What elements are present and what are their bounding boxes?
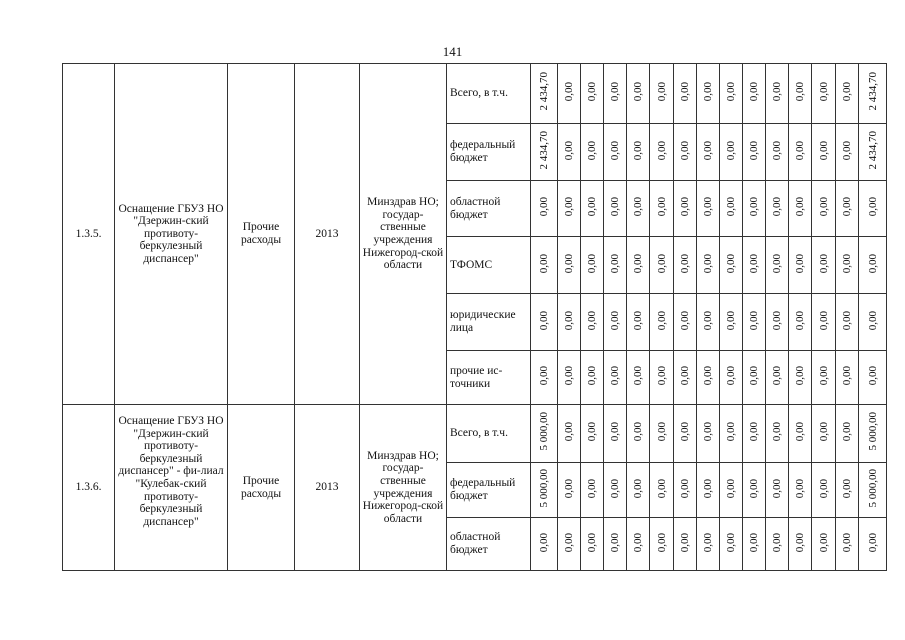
amount-value: 0,00 xyxy=(563,478,575,498)
amount-value: 0,00 xyxy=(794,478,806,498)
amount-cell xyxy=(859,518,887,571)
amount-value: 0,00 xyxy=(841,478,853,498)
amount-value: 0,00 xyxy=(586,478,598,498)
amount-cell xyxy=(531,518,558,571)
expense-category: Прочие расходы xyxy=(228,405,295,571)
amount-value: 0,00 xyxy=(679,478,691,498)
amount-cell xyxy=(697,64,720,124)
amount-cell xyxy=(720,463,743,518)
amount-cell xyxy=(604,405,627,463)
amount-value: 0,00 xyxy=(702,253,714,273)
row-number: 1.3.5. xyxy=(63,64,115,405)
amount-value: 0,00 xyxy=(586,366,598,386)
funding-source: ТФОМС xyxy=(447,237,531,294)
funding-source: Всего, в т.ч. xyxy=(447,64,531,124)
measure-name: Оснащение ГБУЗ НО "Дзержин-ский противоту-беркулезный диспансер" - фи-лиал "Кулебак-ский противоту-беркулезный диспансер" xyxy=(115,405,228,571)
executor: Минздрав НО; государ-ственные учреждения Нижегород-ской области xyxy=(360,405,447,571)
amount-cell xyxy=(812,237,836,294)
amount-cell xyxy=(604,237,627,294)
amount-cell xyxy=(674,294,697,351)
amount-cell xyxy=(558,405,581,463)
amount-cell xyxy=(650,64,674,124)
amount-value: 0,00 xyxy=(725,532,737,552)
amount-cell xyxy=(836,518,859,571)
amount-value: 0,00 xyxy=(725,422,737,442)
amount-cell xyxy=(627,518,650,571)
amount-value: 0,00 xyxy=(794,140,806,160)
amount-value: 0,00 xyxy=(632,253,644,273)
amount-cell xyxy=(531,294,558,351)
amount-cell xyxy=(558,518,581,571)
amount-cell xyxy=(531,463,558,518)
amount-cell xyxy=(604,351,627,405)
funding-source: прочие ис-точники xyxy=(447,351,531,405)
amount-value: 0,00 xyxy=(655,478,668,498)
amount-value: 0,00 xyxy=(725,366,737,386)
amount-value: 0,00 xyxy=(866,253,879,273)
amount-value: 0,00 xyxy=(748,366,760,386)
amount-value: 0,00 xyxy=(679,532,691,552)
amount-cell xyxy=(604,294,627,351)
amount-value: 0,00 xyxy=(841,422,853,442)
amount-cell xyxy=(581,124,604,181)
table-body xyxy=(63,64,887,571)
amount-cell xyxy=(531,351,558,405)
amount-cell xyxy=(720,64,743,124)
amount-cell xyxy=(836,237,859,294)
amount-value: 0,00 xyxy=(725,253,737,273)
amount-cell xyxy=(604,124,627,181)
amount-value: 0,00 xyxy=(794,532,806,552)
amount-value: 0,00 xyxy=(586,422,598,442)
funding-source: областной бюджет xyxy=(447,181,531,237)
amount-cell xyxy=(674,351,697,405)
amount-cell xyxy=(766,181,789,237)
amount-value: 0,00 xyxy=(586,197,598,217)
amount-cell xyxy=(531,64,558,124)
amount-cell xyxy=(697,351,720,405)
amount-cell xyxy=(650,294,674,351)
amount-value: 0,00 xyxy=(563,422,575,442)
amount-cell xyxy=(812,518,836,571)
amount-cell xyxy=(581,64,604,124)
amount-value: 0,00 xyxy=(655,82,668,102)
amount-cell xyxy=(674,518,697,571)
amount-cell xyxy=(836,294,859,351)
amount-value: 0,00 xyxy=(771,310,783,330)
amount-value: 0,00 xyxy=(771,532,783,552)
amount-cell xyxy=(558,237,581,294)
amount-cell xyxy=(627,181,650,237)
amount-cell xyxy=(650,124,674,181)
amount-value: 0,00 xyxy=(609,366,621,386)
amount-cell xyxy=(720,181,743,237)
amount-value: 0,00 xyxy=(538,197,550,217)
amount-cell xyxy=(674,124,697,181)
amount-value: 0,00 xyxy=(632,422,644,442)
implementation-year: 2013 xyxy=(295,405,360,571)
amount-value: 0,00 xyxy=(817,82,830,102)
amount-cell xyxy=(650,181,674,237)
amount-value: 0,00 xyxy=(679,366,691,386)
amount-value: 0,00 xyxy=(817,310,830,330)
amount-value: 0,00 xyxy=(841,366,853,386)
amount-value: 0,00 xyxy=(702,422,714,442)
amount-cell xyxy=(859,351,887,405)
amount-cell xyxy=(836,124,859,181)
amount-value: 0,00 xyxy=(702,310,714,330)
amount-value: 0,00 xyxy=(538,253,550,273)
amount-cell xyxy=(766,64,789,124)
amount-value: 0,00 xyxy=(655,422,668,442)
amount-value: 0,00 xyxy=(655,532,668,552)
amount-value: 0,00 xyxy=(725,82,737,102)
amount-cell xyxy=(581,463,604,518)
amount-cell xyxy=(627,294,650,351)
amount-cell xyxy=(697,405,720,463)
amount-value: 0,00 xyxy=(841,253,853,273)
amount-cell xyxy=(604,64,627,124)
amount-value: 0,00 xyxy=(702,532,714,552)
amount-value: 0,00 xyxy=(771,197,783,217)
amount-cell xyxy=(674,181,697,237)
amount-cell xyxy=(720,294,743,351)
amount-value: 0,00 xyxy=(794,422,806,442)
funding-source: юридические лица xyxy=(447,294,531,351)
amount-cell xyxy=(836,181,859,237)
amount-value: 5 000,00 xyxy=(538,412,550,451)
amount-cell xyxy=(789,181,812,237)
amount-cell xyxy=(674,64,697,124)
amount-value: 0,00 xyxy=(748,422,760,442)
amount-cell xyxy=(581,181,604,237)
amount-cell xyxy=(720,405,743,463)
amount-cell xyxy=(836,351,859,405)
amount-value: 5 000,00 xyxy=(538,468,550,508)
amount-cell xyxy=(581,405,604,463)
amount-value: 0,00 xyxy=(632,140,644,160)
amount-value: 2 434,70 xyxy=(866,130,879,170)
amount-cell xyxy=(558,181,581,237)
amount-value: 0,00 xyxy=(725,197,737,217)
amount-cell xyxy=(697,294,720,351)
amount-cell xyxy=(604,518,627,571)
amount-value: 0,00 xyxy=(655,310,668,330)
amount-value: 2 434,70 xyxy=(538,72,550,111)
amount-cell xyxy=(812,294,836,351)
table-row xyxy=(63,64,887,124)
amount-value: 2 434,70 xyxy=(866,72,879,111)
amount-cell xyxy=(859,294,887,351)
amount-value: 0,00 xyxy=(748,532,760,552)
amount-value: 0,00 xyxy=(679,197,691,217)
funding-source: Всего, в т.ч. xyxy=(447,405,531,463)
amount-cell xyxy=(766,405,789,463)
amount-value: 0,00 xyxy=(586,82,598,102)
amount-cell xyxy=(558,463,581,518)
amount-value: 0,00 xyxy=(632,310,644,330)
amount-cell xyxy=(812,463,836,518)
amount-cell xyxy=(743,64,766,124)
amount-cell xyxy=(836,463,859,518)
amount-cell xyxy=(812,405,836,463)
amount-value: 0,00 xyxy=(632,532,644,552)
amount-value: 0,00 xyxy=(794,253,806,273)
amount-value: 0,00 xyxy=(586,140,598,160)
funding-source: областной бюджет xyxy=(447,518,531,571)
expense-category: Прочие расходы xyxy=(228,64,295,405)
amount-cell xyxy=(720,237,743,294)
amount-cell xyxy=(581,351,604,405)
amount-value: 0,00 xyxy=(632,366,644,386)
amount-cell xyxy=(859,463,887,518)
amount-value: 0,00 xyxy=(771,253,783,273)
amount-cell xyxy=(743,237,766,294)
amount-cell xyxy=(766,294,789,351)
amount-cell xyxy=(859,124,887,181)
amount-value: 0,00 xyxy=(609,140,621,160)
amount-cell xyxy=(859,405,887,463)
measure-name: Оснащение ГБУЗ НО "Дзержин-ский противоту-беркулезный диспансер" xyxy=(115,64,228,405)
amount-value: 0,00 xyxy=(866,197,879,217)
amount-value: 0,00 xyxy=(702,478,714,498)
amount-value: 0,00 xyxy=(586,532,598,552)
amount-cell xyxy=(789,237,812,294)
amount-value: 0,00 xyxy=(748,197,760,217)
amount-value: 0,00 xyxy=(866,532,879,552)
amount-value: 0,00 xyxy=(771,478,783,498)
amount-value: 0,00 xyxy=(771,82,783,102)
amount-value: 0,00 xyxy=(794,197,806,217)
amount-value: 0,00 xyxy=(702,140,714,160)
amount-cell xyxy=(766,351,789,405)
amount-cell xyxy=(720,518,743,571)
amount-cell xyxy=(743,124,766,181)
amount-value: 0,00 xyxy=(725,140,737,160)
amount-value: 0,00 xyxy=(817,366,830,386)
amount-value: 0,00 xyxy=(609,253,621,273)
amount-value: 0,00 xyxy=(817,532,830,552)
amount-cell xyxy=(697,181,720,237)
amount-cell xyxy=(650,237,674,294)
amount-value: 0,00 xyxy=(817,197,830,217)
amount-value: 0,00 xyxy=(841,197,853,217)
amount-value: 0,00 xyxy=(563,197,575,217)
amount-value: 0,00 xyxy=(679,422,691,442)
amount-value: 0,00 xyxy=(748,140,760,160)
funding-source: федеральный бюджет xyxy=(447,463,531,518)
amount-cell xyxy=(674,463,697,518)
amount-value: 0,00 xyxy=(794,366,806,386)
amount-cell xyxy=(604,463,627,518)
amount-value: 0,00 xyxy=(702,82,714,102)
amount-cell xyxy=(743,351,766,405)
amount-value: 2 434,70 xyxy=(538,130,550,170)
amount-value: 0,00 xyxy=(563,253,575,273)
amount-value: 0,00 xyxy=(841,310,853,330)
amount-cell xyxy=(697,518,720,571)
amount-value: 0,00 xyxy=(771,422,783,442)
amount-value: 0,00 xyxy=(586,253,598,273)
amount-value: 0,00 xyxy=(702,366,714,386)
amount-value: 0,00 xyxy=(841,82,853,102)
amount-value: 0,00 xyxy=(702,197,714,217)
amount-cell xyxy=(743,405,766,463)
implementation-year: 2013 xyxy=(295,64,360,405)
amount-value: 0,00 xyxy=(817,253,830,273)
amount-value: 5 000,00 xyxy=(866,412,879,451)
amount-value: 0,00 xyxy=(655,197,668,217)
amount-cell xyxy=(720,124,743,181)
amount-value: 0,00 xyxy=(655,140,668,160)
amount-cell xyxy=(789,294,812,351)
amount-cell xyxy=(674,237,697,294)
amount-cell xyxy=(531,237,558,294)
amount-value: 0,00 xyxy=(609,82,621,102)
amount-cell xyxy=(604,181,627,237)
amount-cell xyxy=(789,518,812,571)
amount-value: 0,00 xyxy=(632,197,644,217)
amount-value: 0,00 xyxy=(563,532,575,552)
amount-cell xyxy=(836,405,859,463)
amount-cell xyxy=(531,181,558,237)
amount-cell xyxy=(789,351,812,405)
amount-cell xyxy=(558,351,581,405)
amount-cell xyxy=(743,294,766,351)
amount-cell xyxy=(766,237,789,294)
amount-cell xyxy=(720,351,743,405)
amount-value: 0,00 xyxy=(563,366,575,386)
executor: Минздрав НО; государ-ственные учреждения Нижегород-ской области xyxy=(360,64,447,405)
amount-cell xyxy=(531,405,558,463)
amount-cell xyxy=(789,124,812,181)
amount-cell xyxy=(627,124,650,181)
amount-value: 0,00 xyxy=(609,310,621,330)
amount-cell xyxy=(743,181,766,237)
amount-value: 0,00 xyxy=(586,310,598,330)
amount-cell xyxy=(650,518,674,571)
amount-value: 0,00 xyxy=(609,422,621,442)
row-number: 1.3.6. xyxy=(63,405,115,571)
amount-cell xyxy=(859,237,887,294)
amount-cell xyxy=(766,463,789,518)
amount-value: 5 000,00 xyxy=(866,468,879,508)
amount-cell xyxy=(558,64,581,124)
amount-value: 0,00 xyxy=(794,82,806,102)
amount-cell xyxy=(627,237,650,294)
amount-cell xyxy=(743,518,766,571)
amount-cell xyxy=(650,351,674,405)
amount-value: 0,00 xyxy=(748,253,760,273)
amount-value: 0,00 xyxy=(563,140,575,160)
amount-cell xyxy=(836,64,859,124)
amount-value: 0,00 xyxy=(679,310,691,330)
amount-cell xyxy=(627,351,650,405)
amount-value: 0,00 xyxy=(748,478,760,498)
amount-cell xyxy=(743,463,766,518)
amount-value: 0,00 xyxy=(632,478,644,498)
amount-cell xyxy=(812,124,836,181)
amount-cell xyxy=(558,124,581,181)
amount-cell xyxy=(581,237,604,294)
amount-value: 0,00 xyxy=(817,478,830,498)
amount-value: 0,00 xyxy=(655,253,668,273)
amount-value: 0,00 xyxy=(679,140,691,160)
page-number: 141 xyxy=(442,44,463,59)
amount-value: 0,00 xyxy=(563,82,575,102)
amount-value: 0,00 xyxy=(609,478,621,498)
amount-cell xyxy=(531,124,558,181)
amount-value: 0,00 xyxy=(841,140,853,160)
amount-value: 0,00 xyxy=(866,366,879,386)
amount-cell xyxy=(674,405,697,463)
amount-cell xyxy=(789,64,812,124)
amount-cell xyxy=(650,405,674,463)
amount-value: 0,00 xyxy=(538,310,550,330)
amount-cell xyxy=(581,518,604,571)
amount-cell xyxy=(627,64,650,124)
amount-cell xyxy=(859,181,887,237)
amount-value: 0,00 xyxy=(538,532,550,552)
amount-cell xyxy=(650,463,674,518)
amount-cell xyxy=(766,124,789,181)
amount-value: 0,00 xyxy=(748,310,760,330)
amount-cell xyxy=(581,294,604,351)
amount-value: 0,00 xyxy=(817,140,830,160)
amount-value: 0,00 xyxy=(563,310,575,330)
amount-cell xyxy=(766,518,789,571)
amount-cell xyxy=(627,463,650,518)
amount-cell xyxy=(697,237,720,294)
amount-cell xyxy=(812,64,836,124)
funding-source: федеральный бюджет xyxy=(447,124,531,181)
amount-value: 0,00 xyxy=(725,310,737,330)
amount-cell xyxy=(789,463,812,518)
amount-value: 0,00 xyxy=(655,366,668,386)
amount-cell xyxy=(812,181,836,237)
amount-value: 0,00 xyxy=(538,366,550,386)
amount-value: 0,00 xyxy=(794,310,806,330)
amount-value: 0,00 xyxy=(679,253,691,273)
amount-value: 0,00 xyxy=(725,478,737,498)
amount-cell xyxy=(812,351,836,405)
financing-table xyxy=(62,63,887,571)
amount-value: 0,00 xyxy=(866,310,879,330)
amount-value: 0,00 xyxy=(609,197,621,217)
amount-value: 0,00 xyxy=(841,532,853,552)
amount-cell xyxy=(697,463,720,518)
table-row xyxy=(63,405,887,463)
amount-value: 0,00 xyxy=(632,82,644,102)
amount-value: 0,00 xyxy=(679,82,691,102)
amount-cell xyxy=(697,124,720,181)
amount-value: 0,00 xyxy=(771,140,783,160)
amount-cell xyxy=(789,405,812,463)
amount-cell xyxy=(859,64,887,124)
amount-cell xyxy=(627,405,650,463)
amount-value: 0,00 xyxy=(748,82,760,102)
amount-value: 0,00 xyxy=(817,422,830,442)
amount-value: 0,00 xyxy=(609,532,621,552)
amount-value: 0,00 xyxy=(771,366,783,386)
amount-cell xyxy=(558,294,581,351)
